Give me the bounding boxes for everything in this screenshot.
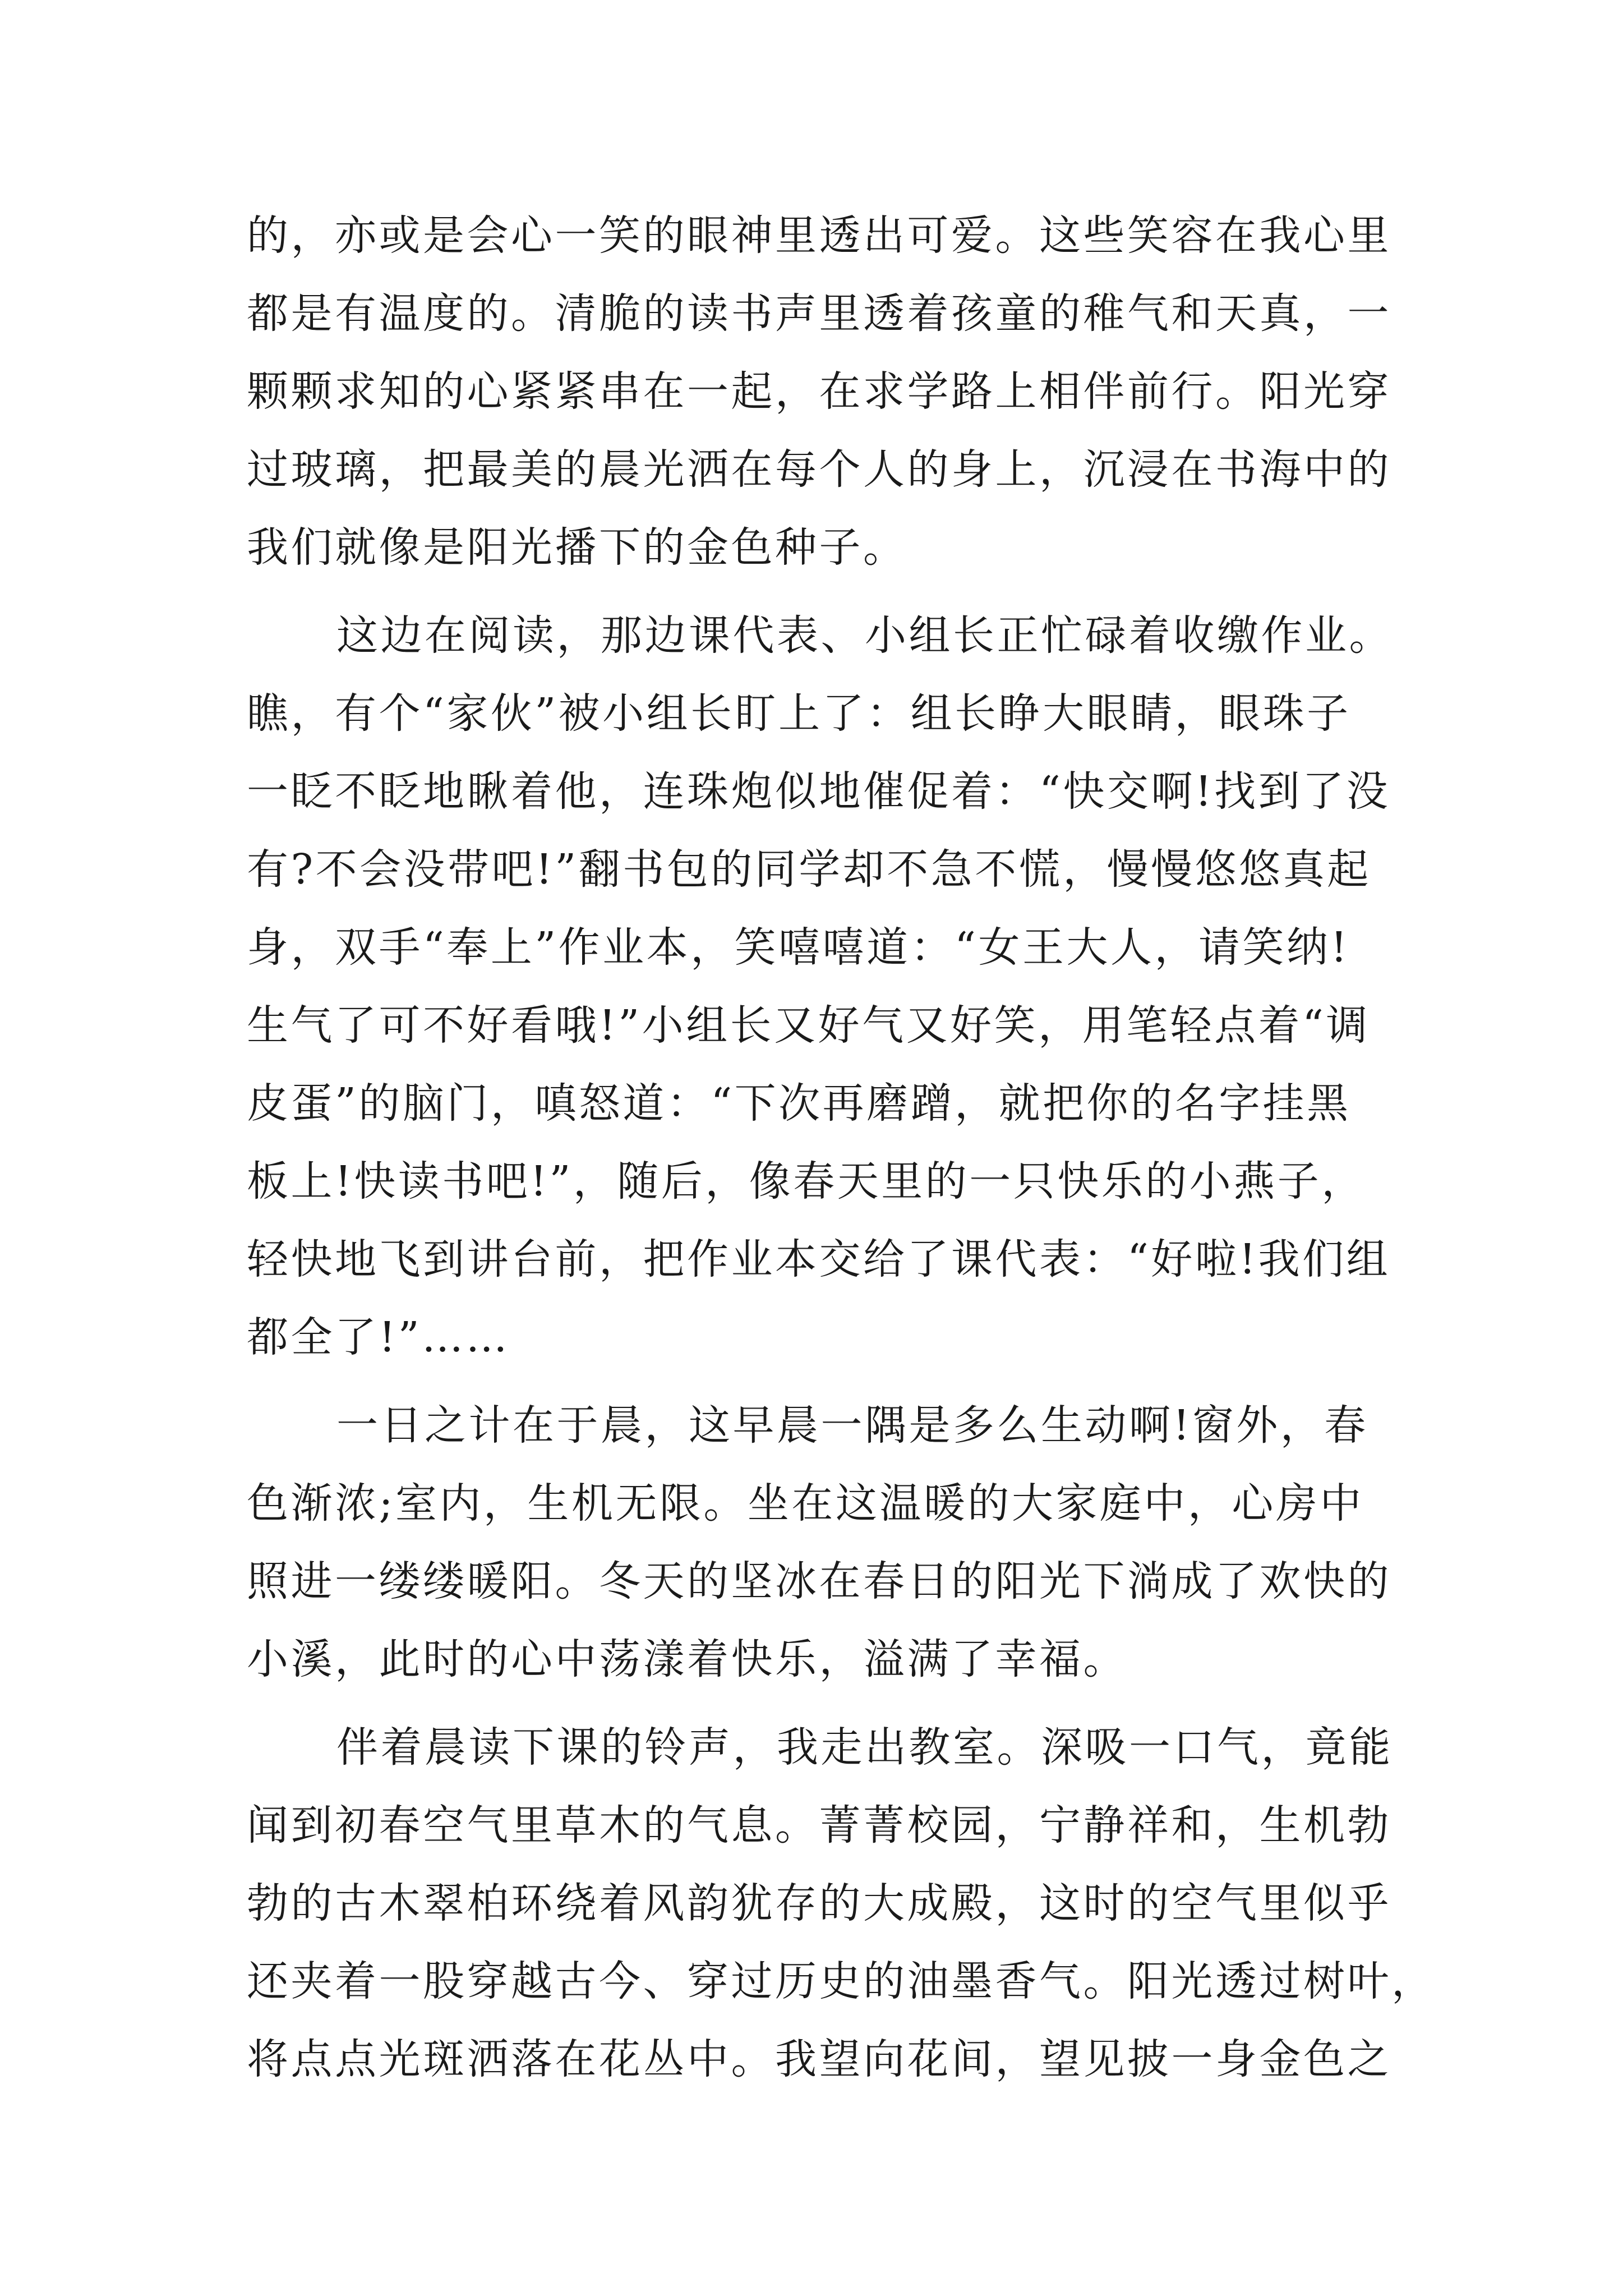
text-line: 一眨不眨地瞅着他，连珠炮似地催促着：“快交啊!找到了没 — [247, 767, 1391, 816]
paragraph-first-line: 一日之计在于晨，这早晨一隅是多么生动啊!窗外，春 — [336, 1401, 1368, 1450]
text-line: 将点点光斑洒落在花丛中。我望向花间，望见披一身金色之 — [247, 2035, 1391, 2083]
text-line: 轻快地飞到讲台前，把作业本交给了课代表：“好啦!我们组 — [247, 1235, 1391, 1283]
paragraph-first-line: 伴着晨读下课的铃声，我走出教室。深吸一口气，竟能 — [336, 1723, 1393, 1772]
text-line: 照进一缕缕暖阳。冬天的坚冰在春日的阳光下淌成了欢快的 — [247, 1557, 1391, 1605]
text-line: 过玻璃，把最美的晨光洒在每个人的身上，沉浸在书海中的 — [247, 445, 1391, 494]
text-line: 闻到初春空气里草木的气息。菁菁校园，宁静祥和，生机勃 — [247, 1801, 1391, 1849]
text-line: 都全了!”…… — [247, 1313, 510, 1361]
text-line: 皮蛋”的脑门，嗔怒道：“下次再磨蹭，就把你的名字挂黑 — [247, 1079, 1351, 1128]
text-line: 色渐浓;室内，生机无限。坐在这温暖的大家庭中，心房中 — [247, 1479, 1364, 1527]
text-line: 勃的古木翠柏环绕着风韵犹存的大成殿，这时的空气里似乎 — [247, 1879, 1391, 1927]
text-line: 的，亦或是会心一笑的眼神里透出可爱。这些笑容在我心里 — [247, 211, 1391, 260]
text-line: 小溪，此时的心中荡漾着快乐，溢满了幸福。 — [247, 1635, 1127, 1683]
text-line: 都是有温度的。清脆的读书声里透着孩童的稚气和天真，一 — [247, 289, 1391, 338]
text-line: 还夹着一股穿越古今、穿过历史的油墨香气。阳光透过树叶， — [247, 1957, 1436, 2005]
text-line: 我们就像是阳光播下的金色种子。 — [247, 523, 907, 572]
text-line: 有?不会没带吧!”翻书包的同学却不急不慌，慢慢悠悠真起 — [247, 845, 1371, 894]
text-line: 生气了可不好看哦!”小组长又好气又好笑，用笔轻点着“调 — [247, 1001, 1370, 1050]
text-line: 板上!快读书吧!”，随后，像春天里的一只快乐的小燕子， — [247, 1157, 1366, 1205]
text-line: 身，双手“奉上”作业本，笑嘻嘻道：“女王大人，请笑纳! — [247, 923, 1350, 972]
text-line: 颗颗求知的心紧紧串在一起，在求学路上相伴前行。阳光穿 — [247, 367, 1391, 416]
paragraph-first-line: 这边在阅读，那边课代表、小组长正忙碌着收缴作业。 — [336, 611, 1393, 660]
text-line: 瞧，有个“家伙”被小组长盯上了：组长睁大眼睛，眼珠子 — [247, 689, 1351, 738]
